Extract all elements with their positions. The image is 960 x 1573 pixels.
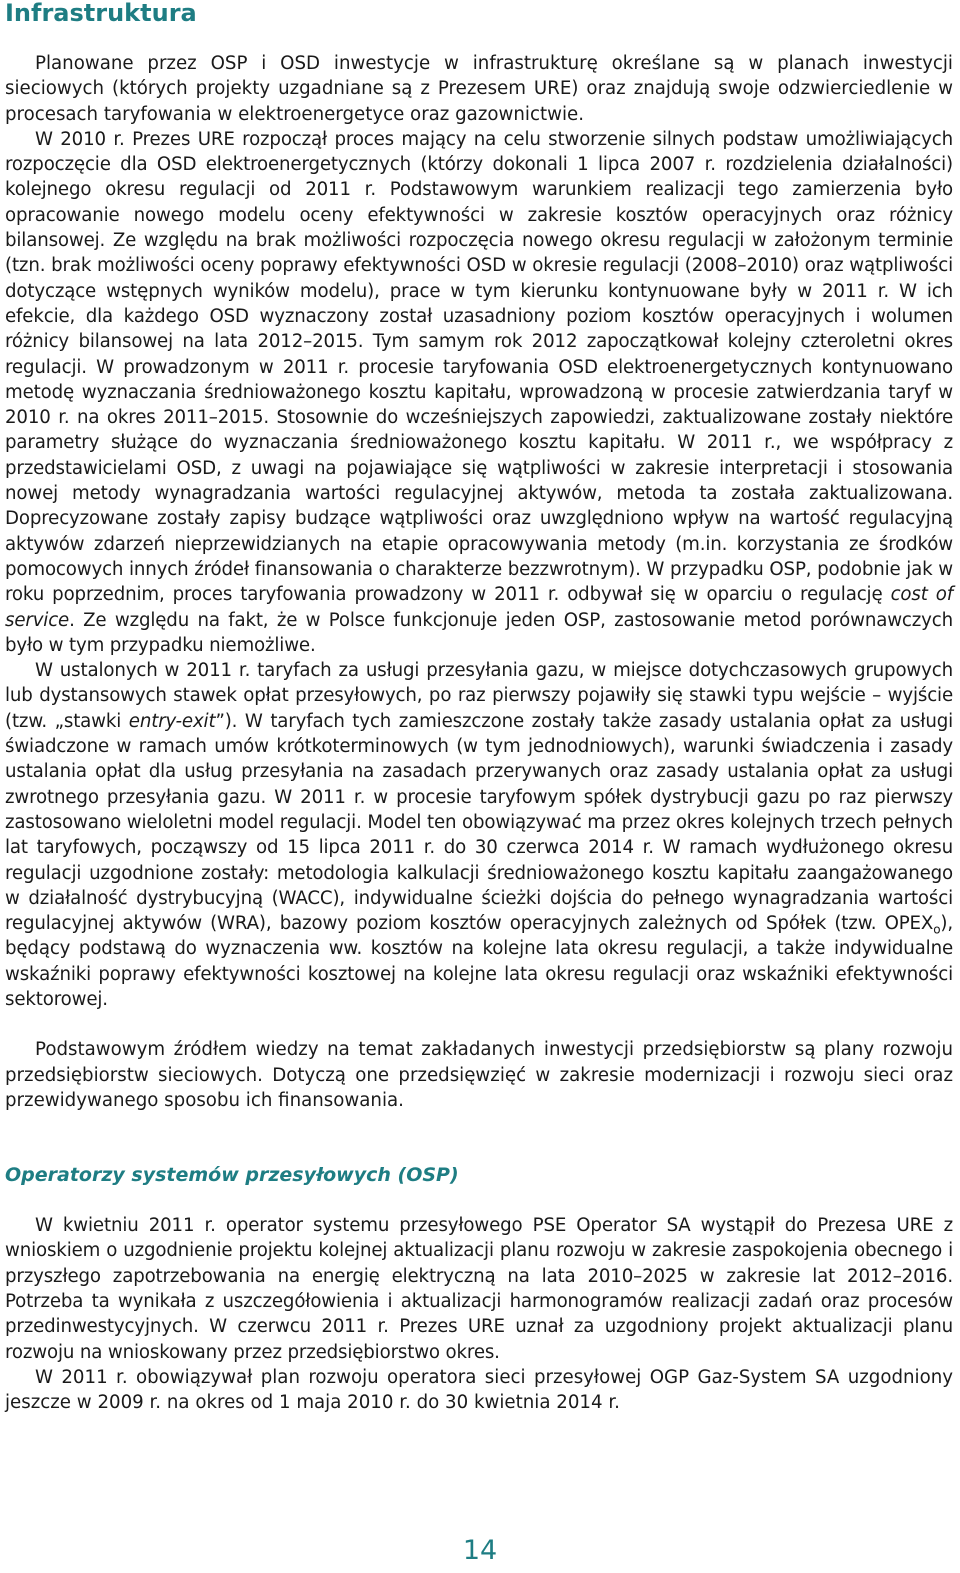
paragraph-text: W ustalonych w 2011 r. taryfach za usługi przesyłania gazu, w miejsce dotychczasowych grupowych lub dystansowych stawek opłat przesyłowych, po raz pierwszy pojawiły się stawki typu wejście – wyjście (tzw. „stawki bbox=[5, 660, 953, 732]
paragraph-intro: Planowane przez OSP i OSD inwestycje w infrastrukturę określane są w planach inwestycji sieciowych (których projekty uzgadniane są z Prezesem URE) oraz znajdują swoje odzwierciedlenie w procesach taryfowania w elektroenergetyce oraz gazownictwie. bbox=[5, 53, 953, 125]
paragraph-text: . Ze względu na fakt, że w Polsce funkcjonuje jeden OSP, zastosowanie metod porównawczych było w tym przypadku niemożliwe. bbox=[5, 609, 953, 656]
paragraph-electricity-tariffs bbox=[5, 127, 953, 658]
paragraph-text: W 2010 r. Prezes URE rozpoczął proces mający na celu stworzenie silnych podstaw umożliwiających rozpoczęcie dla OSD elektroenergetycznych (którzy dokonali 1 lipca 2007 r. rozdzielenia działalności) kolejnego okresu regulacji od 2011 r. Podstawowym warunkiem realizacji tego zamierzenia było opracowanie nowego modelu oceny efektywności w zakresie kosztów operacyjnych oraz różnicy bilansowej. Ze względu na brak możliwości rozpoczęcia nowego okresu regulacji w założonym terminie (tzn. brak możliwości oceny poprawy efektywności OSD w okresie regulacji (2008–2010) oraz wątpliwości dotyczące wstępnych wyników modelu), prace w tym kierunku kontynuowane były w 2011 r. W ich efekcie, dla każdego OSD wyznaczony został uzasadniony poziom kosztów operacyjnych i wolumen różnicy bilansowej na lata 2012–2015. Tym samym rok 2012 zapoczątkował kolejny czteroletni okres regulacji. W prowadzonym w 2011 r. procesie taryfowania OSD elektroenergetycznych kontynuowano metodę wyznaczania średnioważonego kosztu kapitału, wprowadzoną w procesie zatwierdzania taryf w 2010 r. na okres 2011–2015. Stosownie do wcześniejszych zapowiedzi, zaktualizowane zostały niektóre parametry służące do wyznaczania średnioważonego kosztu kapitału. W 2011 r., we współpracy z przedstawicielami OSD, z uwagi na pojawiające się wątpliwości w zakresie interpretacji i stosowania nowej metody wynagradzania wartości regulacyjnej aktywów, metoda ta została zaktualizowana. Doprecyzowane zostały zapisy budzące wątpliwości oraz uwzględniono wpływ na wartość regulacyjną aktywów zdarzeń nieprzewidzianych na etapie opracowywania metody (m.in. korzystania ze środków pomocowych innych źródeł finansowania o charakterze bezzwrotnym). W przypadku OSP, podobnie jak w roku poprzednim, proces taryfowania prowadzony w 2011 r. odbywał się w oparciu o regulację bbox=[5, 128, 953, 606]
paragraph-text: ), będący podstawą do wyznaczenia ww. kosztów na kolejne lata okresu regulacji, a także indywidualne wskaźniki poprawy efektywności kosztowej na kolejne lata okresu regulacji oraz wskaźniki efektywności sektorowej. bbox=[5, 913, 953, 1010]
paragraph-gaz-system: W 2011 r. obowiązywał plan rozwoju operatora sieci przesyłowej OGP Gaz-System SA uzgodniony jeszcze w 2009 r. na okres od 1 maja 2010 r. do 30 kwietnia 2014 r. bbox=[5, 1366, 953, 1414]
subscript: o bbox=[933, 922, 941, 937]
document-page bbox=[5, 0, 953, 1416]
subsection-heading: Operatorzy systemów przesyłowych (OSP) bbox=[5, 1164, 459, 1187]
paragraph-text: ”). W taryfach tych zamieszczone zostały także zasady ustalania opłat za usługi świadczone w ramach umów krótkoterminowych (w tym jednodniowych), warunki świadczenia i zasady ustalania opłat dla usług przesyłania na zasadach przerywanych oraz zasady ustalania opłat za usługi zwrotnego przesyłania gazu. W 2011 r. w procesie taryfowym spółek dystrybucji gazu po raz pierwszy zastosowano wieloletni model regulacji. Model ten obowiązywać ma przez okres kolejnych trzech pełnych lat taryfowych, począwszy od 15 lipca 2011 r. do 30 czerwca 2014 r. W ramach wydłużonego okresu regulacji uzgodnione zostały: metodologia kalkulacji średnioważonego kosztu kapitału zaangażowanego w działalność dystrybucyjną (WACC), indywidualne ścieżki dojścia do pełnego wynagradzania wartości regulacyjnej aktywów (WRA), bazowy poziom kosztów operacyjnych zależnych od Spółek (tzw. OPEX bbox=[5, 710, 954, 935]
paragraph-gas-tariffs bbox=[5, 658, 953, 1012]
italic-term: cost of service bbox=[5, 584, 953, 631]
page-number: 14 bbox=[462, 1535, 498, 1566]
paragraph-pse-operator: W kwietniu 2011 r. operator systemu przesyłowego PSE Operator SA wystąpił do Prezesa URE z wnioskiem o uzgodnienie projektu kolejnej aktualizacji planu rozwoju w zakresie zaspokojenia obecnego i przyszłego zapotrzebowania na energię elektryczną na lata 2010–2025 w zakresie lat 2012–2016. Potrzeba ta wynikała z uszczegółowienia i aktualizacji harmonogramów realizacji zadań oraz procesów przedinwestycyjnych. W czerwcu 2011 r. Prezes URE uznał za uzgodniony projekt aktualizacji planu rozwoju na wnioskowany przez przedsiębiorstwo okres. bbox=[5, 1215, 953, 1363]
paragraph-investment-plans: Podstawowym źródłem wiedzy na temat zakładanych inwestycji przedsiębiorstw są plany rozwoju przedsiębiorstw sieciowych. Dotyczą one przedsięwzięć w zakresie modernizacji i rozwoju sieci oraz przewidywanego sposobu ich finansowania. bbox=[5, 1039, 953, 1111]
italic-term: entry-exit bbox=[128, 710, 216, 732]
section-heading: Infrastruktura bbox=[5, 0, 197, 27]
